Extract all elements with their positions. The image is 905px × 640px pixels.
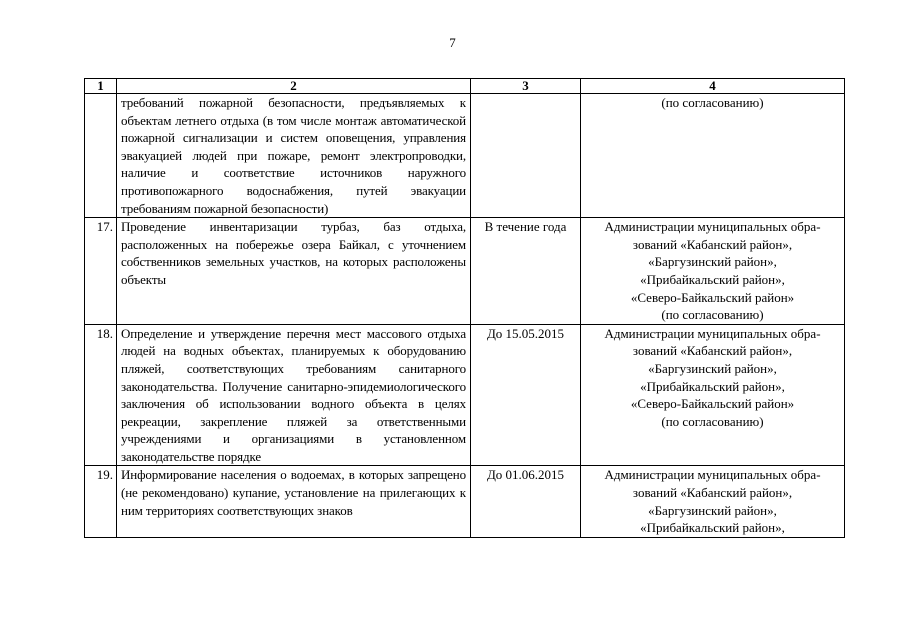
responsible-line: зований «Кабанский район»,	[632, 236, 793, 252]
responsible-line: «Прибайкальский район»,	[640, 378, 785, 394]
row-term: До 15.05.2015	[471, 324, 581, 466]
responsible-line: «Баргузинский район»,	[648, 360, 777, 376]
table-row	[85, 466, 845, 537]
table-row	[85, 218, 845, 325]
row-number: 19.	[85, 466, 117, 537]
row-description: Определение и утверждение перечня мест массового отдыха людей на водных объектах, планируемых к оборудованию пляжей, соответствующих требованиям санитарного законодательства. Получение санитарно-эпидемиологического заключения об использовании водного объекта в целях рекреации, закрепление пляжей за ответственными учреждениями и организациями в установленном законодательстве порядке	[117, 324, 471, 466]
responsible-line: зований «Кабанский район»,	[632, 485, 793, 501]
responsible-line: (по согласованию)	[661, 95, 764, 110]
responsible-line: (по согласованию)	[661, 307, 764, 323]
responsible-line: Администрации муниципальных обра-	[604, 219, 821, 235]
responsible-line: «Северо-Байкальский район»	[630, 289, 795, 305]
row-responsible	[581, 324, 845, 466]
row-responsible	[581, 94, 845, 218]
responsible-line: «Баргузинский район»,	[648, 254, 777, 270]
row-term: До 01.06.2015	[471, 466, 581, 537]
responsible-line: «Баргузинский район»,	[648, 502, 777, 518]
measures-table	[84, 78, 845, 538]
row-description: требований пожарной безопасности, предъявляемых к объектам летнего отдыха (в том числе монтаж автоматической пожарной сигнализации и систем оповещения, управления эвакуацией людей при пожаре, ремонт электропроводки, наличие и соответствие источников наружного противопожарного водоснабжения, путей эвакуации требованиям пожарной безопасности)	[117, 94, 471, 218]
responsible-line: зований «Кабанский район»,	[632, 343, 793, 359]
row-number: 17.	[85, 218, 117, 325]
responsible-line: «Прибайкальский район»,	[640, 520, 785, 536]
responsible-line: Администрации муниципальных обра-	[604, 467, 821, 483]
column-header-term: 3	[471, 79, 581, 94]
row-number	[85, 94, 117, 218]
responsible-line: Администрации муниципальных обра-	[604, 325, 821, 341]
column-header-responsible: 4	[581, 79, 845, 94]
page-number: 7	[449, 35, 456, 50]
responsible-line: «Северо-Байкальский район»	[630, 396, 795, 412]
table-row	[85, 324, 845, 466]
row-term: В течение года	[471, 218, 581, 325]
responsible-line: «Прибайкальский район»,	[640, 271, 785, 287]
table-row	[85, 94, 845, 218]
row-term	[471, 94, 581, 218]
column-header-description: 2	[117, 79, 471, 94]
row-responsible	[581, 218, 845, 325]
row-description: Проведение инвентаризации турбаз, баз отдыха, расположенных на побережье озера Байкал, с уточнением собственников земельных участков, на которых расположены объекты	[117, 218, 471, 325]
responsible-line: (по согласованию)	[661, 413, 764, 429]
row-responsible	[581, 466, 845, 537]
row-number: 18.	[85, 324, 117, 466]
row-description: Информирование населения о водоемах, в которых запрещено (не рекомендовано) купание, установление на прилегающих к ним территориях соответствующих знаков	[117, 466, 471, 537]
table-header-row	[85, 79, 845, 94]
column-header-number: 1	[85, 79, 117, 94]
